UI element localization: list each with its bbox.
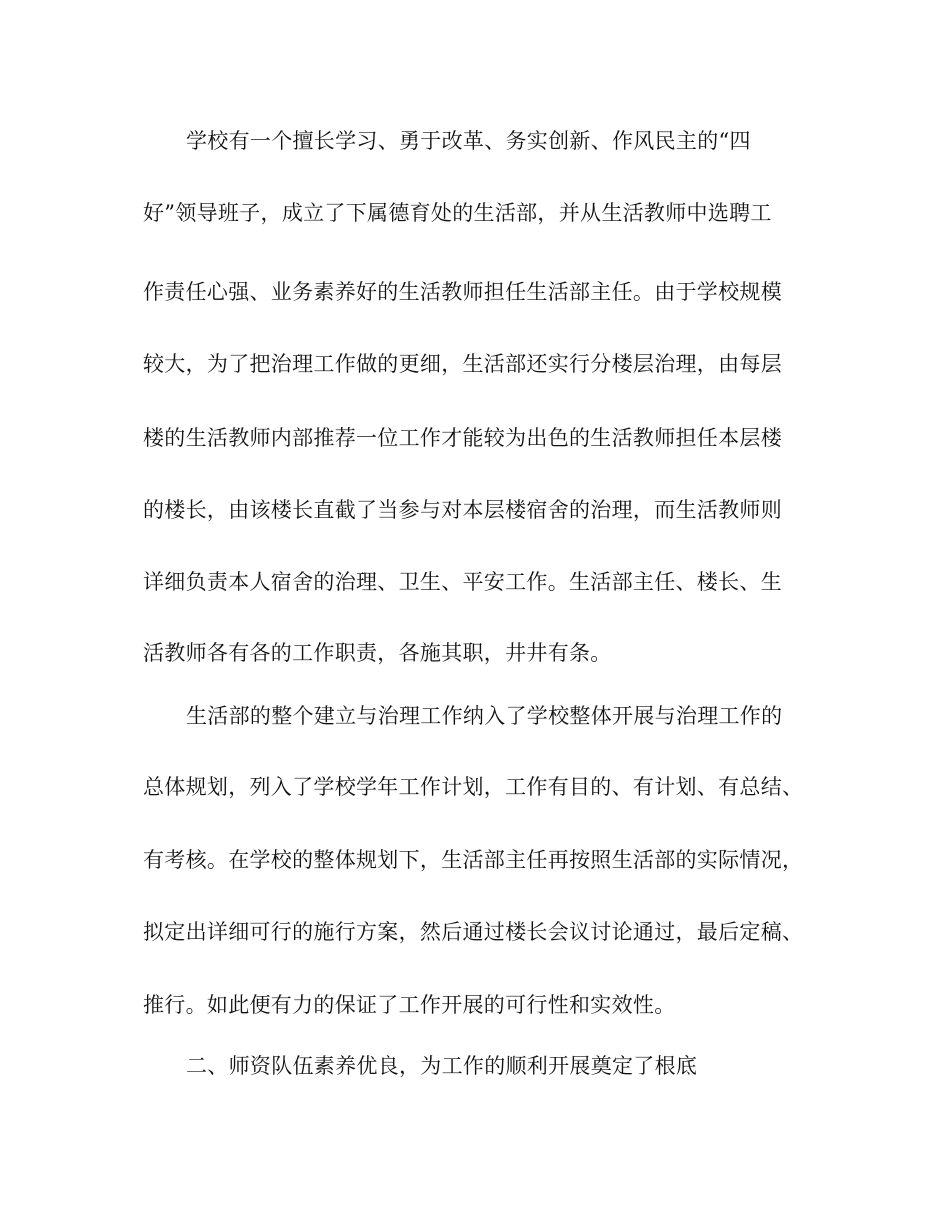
paragraph-1-line-6: 的楼长，由该楼长直截了当参与对本层楼宿舍的治理，而生活教师则 <box>143 498 782 522</box>
section-heading: 二、师资队伍素养优良，为工作的顺利开展奠定了根底 <box>186 1054 698 1078</box>
paragraph-1-line-8: 活教师各有各的工作职责，各施其职，井井有条。 <box>143 641 612 665</box>
paragraph-1-line-7: 详细负责本人宿舍的治理、卫生、平安工作。生活部主任、楼长、生 <box>143 570 782 594</box>
paragraph-1-line-2: 好”领导班子，成立了下属德育处的生活部，并从生活教师中选聘工 <box>143 201 772 225</box>
paragraph-1-line-3: 作责任心强、业务素养好的生活教师担任生活部主任。由于学校规模 <box>143 280 782 304</box>
paragraph-2-line-1: 生活部的整个建立与治理工作纳入了学校整体开展与治理工作的 <box>186 704 783 728</box>
paragraph-2-line-4: 拟定出详细可行的施行方案，然后通过楼长会议讨论通过，最后定稿、 <box>143 920 804 944</box>
paragraph-1-line-1: 学校有一个擅长学习、勇于改革、务实创新、作风民主的“四 <box>186 129 751 153</box>
paragraph-1-line-5: 楼的生活教师内部推荐一位工作才能较为出色的生活教师担任本层楼 <box>143 426 782 450</box>
paragraph-2-line-3: 有考核。在学校的整体规划下，生活部主任再按照生活部的实际情况， <box>143 848 804 872</box>
paragraph-2-line-5: 推行。如此便有力的保证了工作开展的可行性和实效性。 <box>143 993 676 1017</box>
paragraph-1-line-4: 较大，为了把治理工作做的更细，生活部还实行分楼层治理，由每层 <box>143 352 782 376</box>
paragraph-2-line-2: 总体规划，列入了学校学年工作计划，工作有目的、有计划、有总结、 <box>143 775 804 799</box>
